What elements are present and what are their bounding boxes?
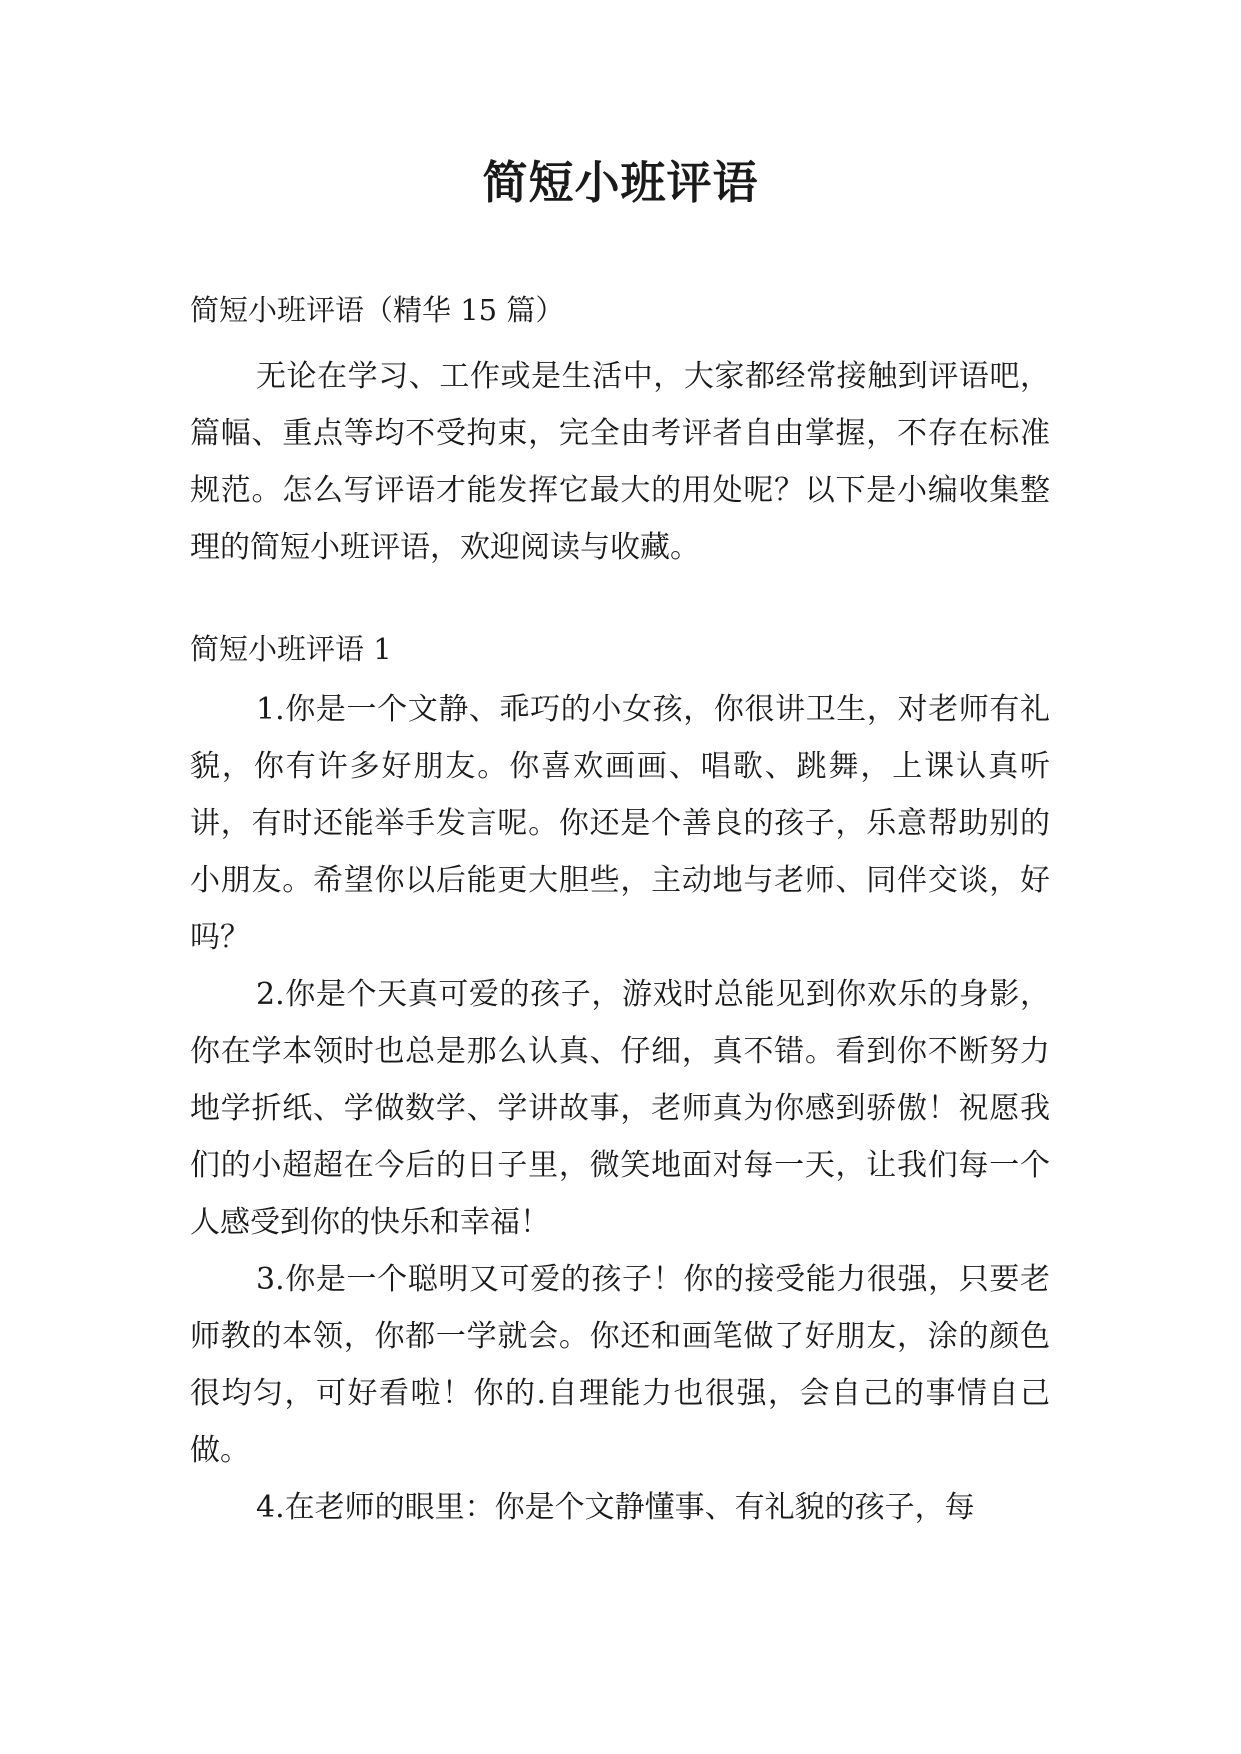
comment-item-4: 4.在老师的眼里：你是个文静懂事、有礼貌的孩子，每 bbox=[256, 1490, 975, 1525]
intro-paragraph: 无论在学习、工作或是生活中，大家都经常接触到评语吧，篇幅、重点等均不受拘束，完全由考评者自由掌握，不存在标准规范。怎么写评语才能发挥它最大的用处呢？以下是小编收集整理的简短小班评语，欢迎阅读与收藏。 bbox=[190, 359, 1050, 565]
section-spacer bbox=[190, 576, 1050, 631]
document-body bbox=[190, 292, 1050, 1536]
document-title: 简短小班评语 bbox=[482, 156, 759, 209]
comment-item-1: 1.你是一个文静、乖巧的小女孩，你很讲卫生，对老师有礼貌，你有许多好朋友。你喜欢画画、唱歌、跳舞，上课认真听讲，有时还能举手发言呢。你还是个善良的孩子，乐意帮助别的小朋友。希望你以后能更大胆些，主动地与老师、同伴交谈，好吗？ bbox=[190, 692, 1050, 955]
section-heading: 简短小班评语 1 bbox=[190, 632, 392, 666]
document-subtitle: 简短小班评语（精华 15 篇） bbox=[190, 293, 565, 327]
comment-item-3: 3.你是一个聪明又可爱的孩子！你的接受能力很强，只要老师教的本领，你都一学就会。你还和画笔做了好朋友，涂的颜色很均匀，可好看啦！你的.自理能力也很强，会自己的事情自己做。 bbox=[190, 1262, 1050, 1468]
comment-item-2: 2.你是个天真可爱的孩子，游戏时总能见到你欢乐的身影，你在学本领时也总是那么认真、仔细，真不错。看到你不断努力地学折纸、学做数学、学讲故事，老师真为你感到骄傲！祝愿我们的小超超在今后的日子里，微笑地面对每一天，让我们每一个人感受到你的快乐和幸福！ bbox=[190, 977, 1050, 1240]
